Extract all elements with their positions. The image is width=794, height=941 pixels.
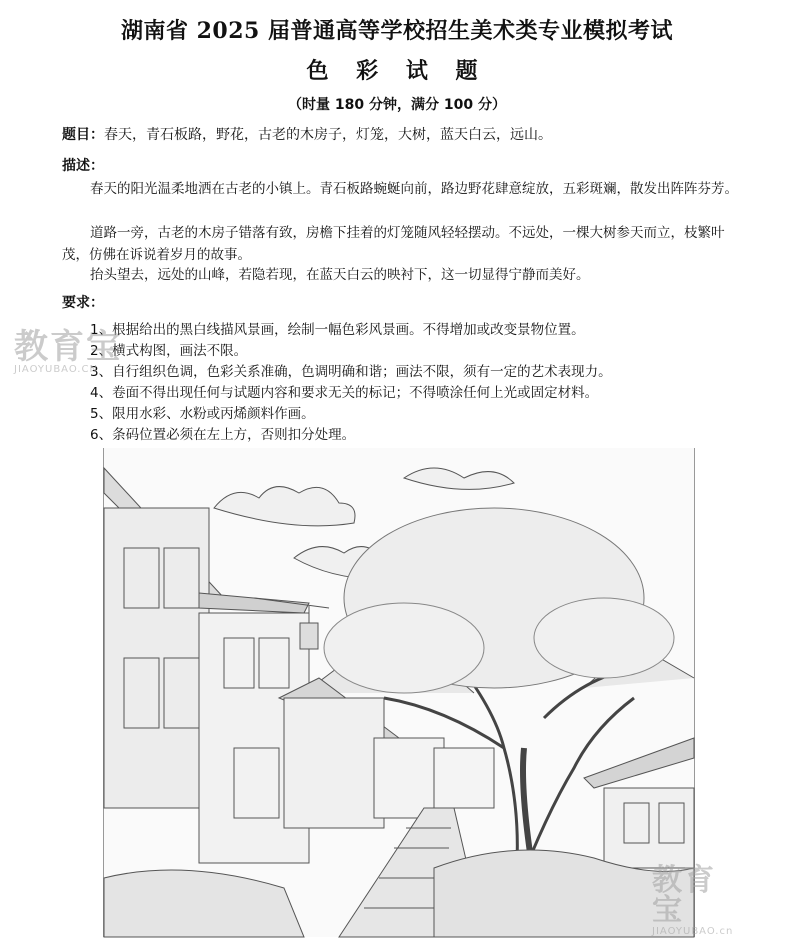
description-paragraph-2: 道路一旁，古老的木房子错落有致，房檐下挂着的灯笼随风轻轻摆动。不远处，一棵大树参天而立，枝繁叶茂，仿佛在诉说着岁月的故事。	[62, 225, 725, 263]
watermark-text: 教育宝	[14, 327, 122, 367]
requirement-item: 5、限用水彩、水粉或丙烯颜料作画。	[90, 406, 315, 422]
description-paragraph-3: 抬头望去，远处的山峰，若隐若现，在蓝天白云的映衬下，这一切显得宁静而美好。	[90, 267, 590, 283]
requirement-item: 2、横式构图，画法不限。	[90, 343, 248, 359]
landscape-sketch	[104, 448, 694, 937]
watermark-logo-bottom	[652, 863, 734, 937]
exam-time-info: （时量 180 分钟，满分 100 分）	[288, 97, 506, 113]
exam-subject: 色 彩 试 题	[306, 58, 488, 84]
watermark-domain-bottom: JIAOYUBAO.cn	[652, 926, 734, 937]
requirement-item: 4、卷面不得出现任何与试题内容和要求无关的标记；不得喷涂任何上光或固定材料。	[90, 385, 599, 401]
topic-text: 春天，青石板路，野花，古老的木房子，灯笼，大树，蓝天白云，远山。	[104, 127, 552, 143]
requirement-item: 3、自行组织色调，色彩关系准确，色调明确和谐；画法不限，须有一定的艺术表现力。	[90, 364, 612, 380]
description-paragraph-1: 春天的阳光温柔地洒在古老的小镇上。青石板路蜿蜒向前，路边野花肆意绽放，五彩斑斓，散发出阵阵芬芳。	[90, 181, 738, 197]
topic-line	[62, 124, 552, 144]
requirements-label: 要求：	[62, 295, 104, 311]
line-drawing-illustration	[103, 448, 734, 937]
watermark-domain: JIAOYUBAO.CN	[14, 364, 98, 375]
topic-label: 题目：	[62, 127, 104, 143]
requirement-item: 1、根据给出的黑白线描风景画，绘制一幅色彩风景画。不得增加或改变景物位置。	[90, 322, 585, 338]
description-label: 描述：	[62, 158, 104, 174]
requirement-item: 6、条码位置必须在左上方，否则扣分处理。	[90, 427, 356, 443]
watermark-text-bottom: 教育宝	[652, 863, 716, 928]
exam-title: 湖南省 2025 届普通高等学校招生美术类专业模拟考试	[120, 18, 674, 44]
watermark-logo	[14, 327, 122, 375]
